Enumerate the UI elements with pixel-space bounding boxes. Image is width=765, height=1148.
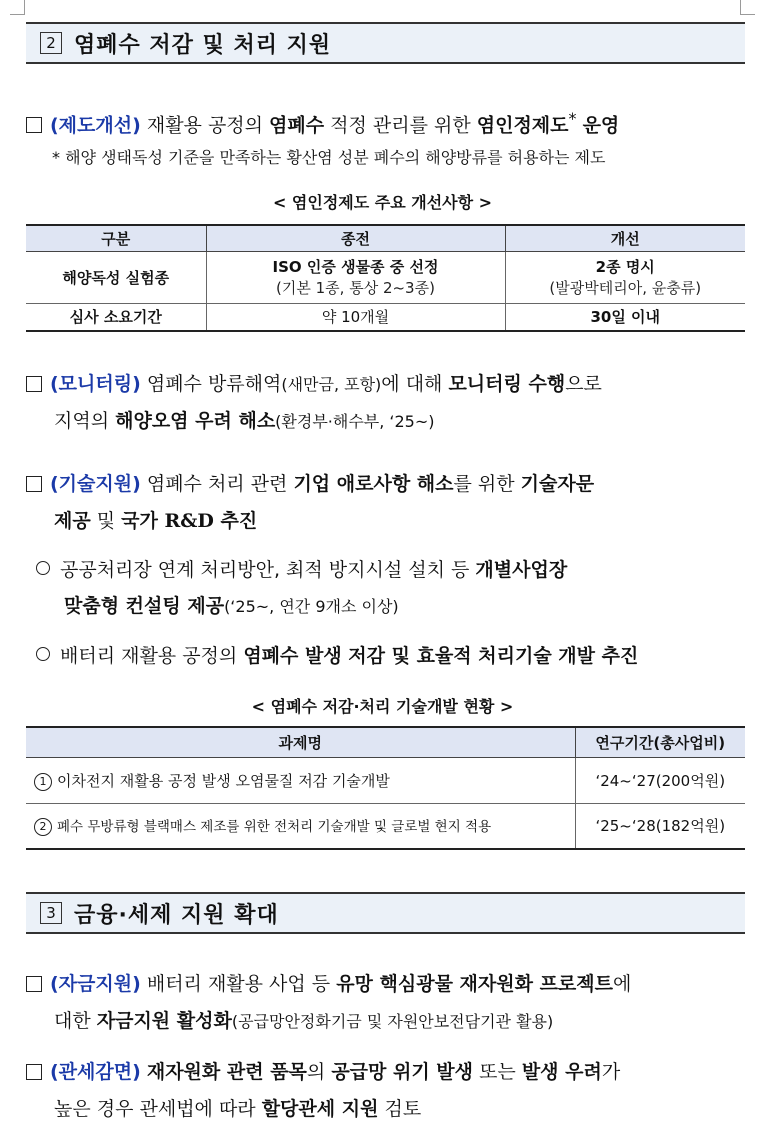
text: 재활용 공정의 (140, 114, 270, 137)
table-cell (26, 803, 575, 849)
text: 를 위한 (453, 473, 521, 495)
text: (공급망안정화기금 및 자원안보전담기관 활용) (231, 1012, 554, 1031)
table-row (26, 251, 745, 303)
emphasis: 해양오염 우려 해소 (115, 410, 276, 432)
table-cell (206, 251, 505, 303)
section-2-number: 2 (40, 32, 62, 54)
text: 지역의 (54, 410, 116, 432)
text: (새만금, 포항) (281, 375, 382, 394)
text: 의 (306, 1061, 332, 1083)
text: 높은 경우 관세법에 따라 (54, 1098, 262, 1120)
text: 배터리 재활용 공정의 (60, 645, 244, 667)
bullet-circle-icon (36, 561, 50, 575)
emphasis: 재자원화 관련 품목 (146, 1061, 307, 1083)
text: 에 (613, 973, 632, 995)
text: 가 (601, 1061, 621, 1083)
emphasis: 할당관세 지원 (261, 1098, 379, 1120)
table2-caption: < 염폐수 저감·처리 기술개발 현황 > (251, 697, 514, 716)
emphasis: 국가 R&D 추진 (121, 510, 258, 532)
text: 배터리 재활용 사업 등 (140, 973, 337, 995)
text: 염폐수 방류해역 (140, 373, 282, 395)
text: 또는 (473, 1061, 522, 1083)
table-cell: 해양독성 실험종 (26, 251, 206, 303)
table-cell: 30일 이내 (505, 303, 745, 331)
cell-main: ISO 인증 생물종 중 선정 (272, 258, 439, 276)
emphasis: 발생 우려 (521, 1061, 602, 1083)
section-3-header (26, 892, 745, 934)
paragraph-institution-improvement (26, 100, 751, 144)
emphasis: 운영 (582, 114, 620, 137)
emphasis: 기업 애로사항 해소 (293, 473, 454, 495)
footnote-mark: * (568, 109, 577, 128)
crop-mark-top-right (740, 0, 755, 15)
table-row (26, 757, 745, 803)
checkbox-icon (26, 476, 42, 492)
table-rd-status (26, 726, 745, 850)
table-row (26, 303, 745, 331)
cell-sub: (발광박테리아, 윤충류) (549, 279, 702, 297)
table-cell: 약 10개월 (206, 303, 505, 331)
section-3-title: 금융·세제 지원 확대 (74, 902, 279, 928)
circled-number: 1 (34, 773, 52, 791)
emphasis: 염폐수 발생 저감 및 효율적 처리기술 개발 추진 (243, 645, 639, 667)
emphasis: 기술자문 (520, 473, 595, 495)
footnote: * 해양 생태독성 기준을 만족하는 황산염 성분 폐수의 해양방류를 허용하는 제도 (52, 148, 606, 167)
tag-label: (관세감면) (50, 1061, 141, 1083)
table-cell: ‘25~‘28(182억원) (575, 803, 745, 849)
bullet-circle-icon (36, 647, 50, 661)
text: 으로 (565, 373, 602, 395)
section-2-title: 염폐수 저감 및 처리 지원 (74, 32, 332, 58)
checkbox-icon (26, 1064, 42, 1080)
emphasis: 유망 핵심광물 재자원화 프로젝트 (336, 973, 613, 995)
bullet-tech-development (36, 638, 751, 674)
checkbox-icon (26, 976, 42, 992)
table-row (26, 803, 745, 849)
table1-caption: < 염인정제도 주요 개선사항 > (272, 193, 493, 212)
table-header: 개선 (505, 225, 745, 251)
checkbox-icon (26, 117, 42, 133)
emphasis: 공급망 위기 발생 (331, 1061, 474, 1083)
tag-label: (모니터링) (50, 373, 141, 395)
paragraph-financing (26, 966, 751, 1040)
table-header: 과제명 (26, 727, 575, 757)
text: 검토 (378, 1098, 422, 1120)
paragraph-tariff-reduction (26, 1054, 751, 1128)
table-cell (505, 251, 745, 303)
text: 대한 (54, 1010, 97, 1032)
emphasis: 모니터링 수행 (448, 373, 566, 395)
text: 염폐수 처리 관련 (140, 473, 294, 495)
table-cell (26, 757, 575, 803)
table-header: 연구기간(총사업비) (575, 727, 745, 757)
text: (환경부·해수부, ‘25~) (275, 412, 435, 431)
project-name: 이차전지 재활용 공정 발생 오염물질 저감 기술개발 (57, 771, 390, 790)
emphasis: 개별사업장 (475, 559, 568, 581)
emphasis: 염인정제도 (476, 114, 569, 137)
emphasis: 제공 (54, 510, 91, 532)
table-header: 구분 (26, 225, 206, 251)
emphasis: 자금지원 활성화 (96, 1010, 232, 1032)
section-2-header (26, 22, 745, 64)
text: 적정 관리를 위한 (324, 114, 477, 137)
crop-mark-top-left (10, 0, 25, 15)
emphasis: 맞춤형 컨설팅 제공 (64, 595, 225, 617)
circled-number: 2 (34, 818, 52, 836)
section-3-number: 3 (40, 902, 62, 924)
table-cell: 심사 소요기간 (26, 303, 206, 331)
paragraph-monitoring (26, 366, 751, 440)
table-cell: ‘24~‘27(200억원) (575, 757, 745, 803)
cell-main: 2종 명시 (595, 258, 655, 276)
tag-label: (자금지원) (50, 973, 141, 995)
bullet-consulting (36, 552, 751, 625)
table-header: 종전 (206, 225, 505, 251)
text: 에 대해 (381, 373, 449, 395)
project-name: 폐수 무방류형 블랙매스 제조를 위한 전처리 기술개발 및 글로벌 현지 적용 (57, 819, 492, 836)
text: (‘25~, 연간 9개소 이상) (224, 597, 399, 616)
checkbox-icon (26, 376, 42, 392)
cell-sub: (기본 1종, 통상 2~3종) (276, 279, 435, 297)
table-improvements (26, 224, 745, 332)
tag-label: (기술지원) (50, 473, 141, 495)
paragraph-technical-support (26, 466, 751, 540)
text: 공공처리장 연계 처리방안, 최적 방지시설 설치 등 (60, 559, 476, 581)
text: 및 (90, 510, 122, 532)
emphasis: 염폐수 (269, 114, 325, 137)
tag-label: (제도개선) (50, 114, 141, 137)
